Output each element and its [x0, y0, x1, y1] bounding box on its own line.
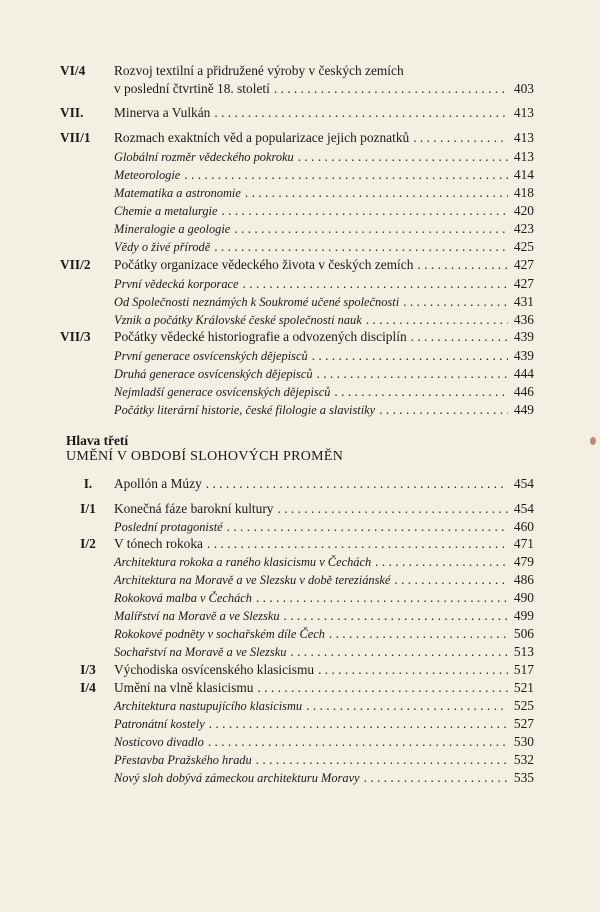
- page-number: 431: [513, 294, 534, 309]
- dot-leader: [318, 661, 508, 679]
- dot-leader: [207, 535, 508, 553]
- page-number: 532: [513, 752, 534, 767]
- toc-entry: [0, 148, 600, 166]
- dot-leader: [364, 769, 508, 787]
- dot-leader: [243, 275, 508, 293]
- page-number: 517: [513, 662, 534, 677]
- page-number: 423: [513, 221, 534, 236]
- dot-leader: [375, 553, 508, 571]
- page-number: 420: [513, 203, 534, 218]
- dot-leader: [214, 238, 508, 256]
- subsection-title: Mineralogie a geologie: [114, 222, 231, 236]
- page-number: 444: [513, 366, 534, 381]
- section-number: I/2: [80, 536, 96, 551]
- dot-leader: [234, 220, 508, 238]
- dot-leader: [257, 679, 508, 697]
- page-number: 513: [513, 644, 534, 659]
- toc-entry: [0, 769, 600, 787]
- dot-leader: [417, 256, 508, 274]
- toc-entry: [0, 518, 600, 536]
- toc-entry: [0, 535, 600, 553]
- toc-entry: [0, 679, 600, 697]
- page-number: 499: [513, 608, 534, 623]
- section-number: VII.: [60, 105, 84, 120]
- dot-leader: [411, 328, 508, 346]
- section-number: VII/3: [60, 329, 91, 344]
- dot-leader: [403, 293, 508, 311]
- subsection-title: Rokoková malba v Čechách: [114, 591, 252, 605]
- subsection-title: Architektura nastupujícího klasicismu: [114, 699, 303, 713]
- page-number: 414: [513, 167, 534, 182]
- paper-stain: [590, 437, 596, 445]
- subsection-title: Sochařství na Moravě a ve Slezsku: [114, 645, 287, 659]
- section-number: I/1: [80, 501, 96, 516]
- toc-entry: [0, 311, 600, 329]
- section-number: I/4: [80, 680, 96, 695]
- toc-entry: [0, 751, 600, 769]
- toc-entry: [0, 661, 600, 679]
- section-title: v poslední čtvrtině 18. století: [114, 81, 270, 96]
- dot-leader: [206, 475, 508, 493]
- subsection-title: Vznik a počátky Královské české společnosti nauk: [114, 313, 362, 327]
- subsection-title: Vědy o živé přírodě: [114, 240, 211, 254]
- chapter-title: UMĚNÍ V OBDOBÍ SLOHOVÝCH PROMĚN: [66, 449, 344, 464]
- dot-leader: [298, 148, 508, 166]
- toc-entry: [0, 571, 600, 589]
- dot-leader: [413, 129, 508, 147]
- subsection-title: Architektura na Moravě a ve Slezsku v době tereziánské: [114, 573, 391, 587]
- subsection-title: Od Společnosti neznámých k Soukromé učené společnosti: [114, 295, 400, 309]
- subsection-title: Poslední protagonisté: [114, 520, 223, 534]
- page-number: 490: [513, 590, 534, 605]
- page-number: 454: [513, 476, 534, 491]
- dot-leader: [214, 104, 508, 122]
- toc-entry: [0, 256, 600, 274]
- page-number: 436: [513, 312, 534, 327]
- toc-entry: [0, 553, 600, 571]
- page-number: 439: [513, 348, 534, 363]
- dot-leader: [366, 311, 508, 329]
- dot-leader: [317, 365, 508, 383]
- dot-leader: [312, 347, 508, 365]
- page-number: 535: [513, 770, 534, 785]
- chapter-label: Hlava třetí: [66, 433, 129, 448]
- toc-entry: [0, 275, 600, 293]
- page-number: 446: [513, 384, 534, 399]
- page-number: 449: [513, 402, 534, 417]
- toc-entry: [0, 733, 600, 751]
- page-number: 425: [513, 239, 534, 254]
- page-number: 486: [513, 572, 534, 587]
- section-title: Umění na vlně klasicismu: [114, 680, 254, 695]
- page-number: 479: [513, 554, 534, 569]
- toc-entry: [0, 347, 600, 365]
- dot-leader: [208, 733, 508, 751]
- subsection-title: Nosticovo divadlo: [114, 735, 204, 749]
- toc-entry: [0, 293, 600, 311]
- toc-entry: [0, 607, 600, 625]
- dot-leader: [284, 607, 508, 625]
- toc-entry: [0, 365, 600, 383]
- subsection-title: Přestavba Pražského hradu: [114, 753, 252, 767]
- toc-entry: [0, 475, 600, 493]
- section-title: Konečná fáze barokní kultury: [114, 501, 274, 516]
- subsection-title: Nový sloh dobývá zámeckou architekturu Moravy: [114, 771, 360, 785]
- page-number: 418: [513, 185, 534, 200]
- page-number: 530: [513, 734, 534, 749]
- dot-leader: [379, 401, 508, 419]
- section-title: Počátky vědecké historiografie a odvozených disciplín: [114, 329, 407, 344]
- toc-entry: [0, 589, 600, 607]
- toc-entry: [0, 328, 600, 346]
- dot-leader: [329, 625, 508, 643]
- subsection-title: Druhá generace osvícenských dějepisců: [114, 367, 313, 381]
- page-number: 413: [513, 105, 534, 120]
- toc-entry: [0, 500, 600, 518]
- dot-leader: [394, 571, 508, 589]
- page-number: 527: [513, 716, 534, 731]
- subsection-title: Počátky literární historie, české filologie a slavistiky: [114, 403, 376, 417]
- dot-leader: [290, 643, 508, 661]
- section-title: Minerva a Vulkán: [114, 105, 211, 120]
- page-number: 439: [513, 329, 534, 344]
- section-title: V tónech rokoka: [114, 536, 204, 551]
- section-number: I.: [83, 476, 93, 491]
- toc-entry: [0, 383, 600, 401]
- toc-entry: [0, 643, 600, 661]
- toc-entry: [0, 80, 600, 98]
- subsection-title: Globální rozměr vědeckého pokroku: [114, 150, 294, 164]
- section-number: VI/4: [60, 63, 86, 78]
- page-number: 427: [513, 257, 534, 272]
- toc-entry: [0, 220, 600, 238]
- page-number: 413: [513, 149, 534, 164]
- toc-entry: [0, 166, 600, 184]
- section-title: Počátky organizace vědeckého života v českých zemích: [114, 257, 414, 272]
- dot-leader: [256, 751, 508, 769]
- subsection-title: Rokokové podněty v sochařském díle Čech: [114, 627, 325, 641]
- toc-entry: [0, 697, 600, 715]
- section-title: Apollón a Múzy: [114, 476, 202, 491]
- section-number: VII/2: [60, 257, 91, 272]
- page-number: 460: [513, 519, 534, 534]
- dot-leader: [278, 500, 508, 518]
- page-number: 413: [513, 130, 534, 145]
- page-number: 521: [513, 680, 534, 695]
- subsection-title: První vědecká korporace: [114, 277, 239, 291]
- page-number: 471: [513, 536, 534, 551]
- subsection-title: Patronátní kostely: [114, 717, 205, 731]
- page-number: 454: [513, 501, 534, 516]
- page-number: 403: [513, 81, 534, 96]
- toc-entry: [0, 625, 600, 643]
- section-title: Rozmach exaktních věd a popularizace jejich poznatků: [114, 130, 410, 145]
- section-title: Rozvoj textilní a přidružené výroby v českých zemích: [114, 63, 404, 78]
- dot-leader: [209, 715, 508, 733]
- dot-leader: [334, 383, 508, 401]
- toc-entry: [0, 62, 600, 80]
- dot-leader: [306, 697, 508, 715]
- page-number: 525: [513, 698, 534, 713]
- dot-leader: [227, 518, 508, 536]
- section-number: I/3: [80, 662, 96, 677]
- dot-leader: [256, 589, 508, 607]
- toc-entry: [0, 129, 600, 147]
- toc-entry: [0, 202, 600, 220]
- toc-entry: [0, 238, 600, 256]
- subsection-title: Malířství na Moravě a ve Slezsku: [114, 609, 280, 623]
- dot-leader: [274, 80, 508, 98]
- subsection-title: Meteorologie: [114, 168, 181, 182]
- toc-entry: [0, 401, 600, 419]
- page-number: 427: [513, 276, 534, 291]
- subsection-title: Chemie a metalurgie: [114, 204, 218, 218]
- dot-leader: [184, 166, 508, 184]
- section-title: Východiska osvícenského klasicismu: [114, 662, 315, 677]
- subsection-title: Matematika a astronomie: [114, 186, 241, 200]
- dot-leader: [245, 184, 508, 202]
- toc-entry: [0, 104, 600, 122]
- subsection-title: Architektura rokoka a raného klasicismu v Čechách: [114, 555, 372, 569]
- dot-leader: [221, 202, 508, 220]
- toc-entry: [0, 184, 600, 202]
- page-number: 506: [513, 626, 534, 641]
- toc-entry: [0, 715, 600, 733]
- subsection-title: Nejmladší generace osvícenských dějepisců: [114, 385, 331, 399]
- section-number: VII/1: [60, 130, 91, 145]
- subsection-title: První generace osvícenských dějepisců: [114, 349, 308, 363]
